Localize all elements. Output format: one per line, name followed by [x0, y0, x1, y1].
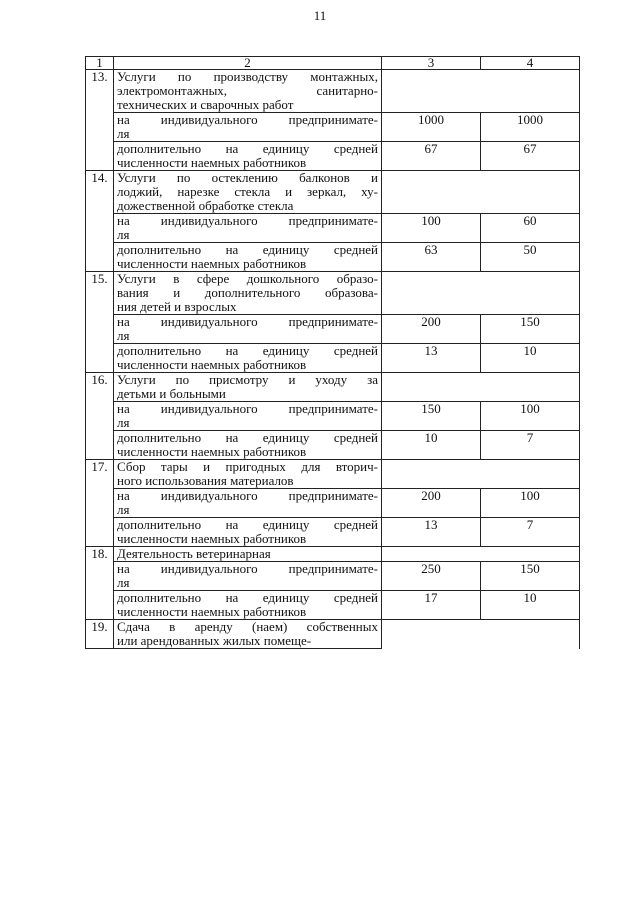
table-row [86, 547, 580, 562]
value-cell-c3: 63 [382, 243, 481, 272]
service-title-line: детьми и больными [117, 386, 226, 401]
service-title-line: Услуги по производству монтажных, [117, 69, 378, 84]
subrow-label [114, 562, 382, 591]
service-title-line: электромонтажных, санитарно- [117, 83, 378, 98]
subrow-label [114, 344, 382, 373]
subrow-label [114, 214, 382, 243]
subrow-label [114, 142, 382, 171]
row-number: 14. [86, 171, 114, 272]
row-number: 16. [86, 373, 114, 460]
subrow-label-line: ля [117, 328, 130, 343]
table-subrow [86, 489, 580, 518]
service-title-line: или арендованных жилых помеще- [117, 633, 312, 648]
value-cell-c4: 100 [481, 489, 580, 518]
service-title [114, 620, 382, 649]
value-cell-c3: 100 [382, 214, 481, 243]
service-title-line: Услуги по остеклению балконов и [117, 170, 378, 185]
subrow-label [114, 591, 382, 620]
service-title-line: технических и сварочных работ [117, 97, 294, 112]
subrow-label-line: дополнительно на единицу средней [117, 141, 378, 156]
empty-value-cell [382, 171, 580, 214]
service-title-line: ного использования материалов [117, 473, 294, 488]
subrow-label-line: на индивидуального предпринимате- [117, 561, 378, 576]
value-cell-c4: 50 [481, 243, 580, 272]
service-title-line: Деятельность ветеринарная [117, 546, 271, 561]
column-header-1: 1 [86, 57, 114, 70]
value-cell-c4: 10 [481, 591, 580, 620]
row-number: 18. [86, 547, 114, 620]
table-row [86, 171, 580, 214]
service-title-line: дожественной обработке стекла [117, 198, 294, 213]
service-title-line: Услуги по присмотру и уходу за [117, 372, 378, 387]
value-cell-c3: 17 [382, 591, 481, 620]
row-number: 17. [86, 460, 114, 547]
subrow-label [114, 315, 382, 344]
subrow-label-line: ля [117, 575, 130, 590]
table-row [86, 70, 580, 113]
value-cell-c3: 200 [382, 315, 481, 344]
value-cell-c4: 67 [481, 142, 580, 171]
subrow-label-line: на индивидуального предпринимате- [117, 488, 378, 503]
service-title-line: лоджий, нарезке стекла и зеркал, ху- [117, 184, 378, 199]
value-cell-c4: 7 [481, 431, 580, 460]
value-cell-c3: 67 [382, 142, 481, 171]
service-title-line: ния детей и взрослых [117, 299, 237, 314]
value-cell-c4: 10 [481, 344, 580, 373]
subrow-label-line: ля [117, 227, 130, 242]
subrow-label-line: численности наемных работников [117, 357, 307, 372]
subrow-label [114, 518, 382, 547]
value-cell-c4: 7 [481, 518, 580, 547]
value-cell-c3: 250 [382, 562, 481, 591]
empty-value-cell [382, 547, 580, 562]
subrow-label [114, 489, 382, 518]
table-subrow [86, 431, 580, 460]
subrow-label-line: дополнительно на единицу средней [117, 242, 378, 257]
table-subrow [86, 518, 580, 547]
service-title-line: Сбор тары и пригодных для вторич- [117, 459, 378, 474]
subrow-label-line: численности наемных работников [117, 256, 307, 271]
empty-value-cell [382, 272, 580, 315]
subrow-label [114, 402, 382, 431]
value-cell-c4: 150 [481, 562, 580, 591]
value-cell-c4: 1000 [481, 113, 580, 142]
subrow-label-line: дополнительно на единицу средней [117, 517, 378, 532]
table-subrow [86, 243, 580, 272]
table-header-row [86, 57, 580, 70]
value-cell-c3: 150 [382, 402, 481, 431]
value-cell-c4: 150 [481, 315, 580, 344]
subrow-label-line: численности наемных работников [117, 444, 307, 459]
subrow-label-line: дополнительно на единицу средней [117, 343, 378, 358]
table-subrow [86, 113, 580, 142]
empty-value-cell [382, 70, 580, 113]
table-subrow [86, 402, 580, 431]
service-title [114, 373, 382, 402]
service-title [114, 70, 382, 113]
value-cell-c3: 200 [382, 489, 481, 518]
service-title [114, 171, 382, 214]
column-header-3: 3 [382, 57, 481, 70]
subrow-label-line: численности наемных работников [117, 604, 307, 619]
value-cell-c4: 60 [481, 214, 580, 243]
value-cell-c3: 13 [382, 518, 481, 547]
value-cell-c3: 1000 [382, 113, 481, 142]
row-number: 15. [86, 272, 114, 373]
tariff-table [85, 56, 580, 649]
row-number: 13. [86, 70, 114, 171]
subrow-label [114, 113, 382, 142]
column-header-2: 2 [114, 57, 382, 70]
value-cell-c3: 13 [382, 344, 481, 373]
value-cell-c3: 10 [382, 431, 481, 460]
table-subrow [86, 344, 580, 373]
table-row [86, 272, 580, 315]
table-row [86, 460, 580, 489]
table-subrow [86, 142, 580, 171]
table-subrow [86, 214, 580, 243]
empty-value-cell [382, 373, 580, 402]
page-number: 11 [313, 8, 327, 23]
service-title-line: Услуги в сфере дошкольного образо- [117, 271, 378, 286]
table-row [86, 620, 580, 649]
empty-value-cell [382, 620, 580, 649]
subrow-label-line: ля [117, 502, 130, 517]
service-title [114, 460, 382, 489]
empty-value-cell [382, 460, 580, 489]
service-title [114, 547, 382, 562]
table-subrow [86, 562, 580, 591]
subrow-label-line: численности наемных работников [117, 155, 307, 170]
table-subrow [86, 591, 580, 620]
subrow-label-line: численности наемных работников [117, 531, 307, 546]
service-title-line: вания и дополнительного образова- [117, 285, 378, 300]
service-title-line: Сдача в аренду (наем) собственных [117, 619, 378, 634]
service-title [114, 272, 382, 315]
table-subrow [86, 315, 580, 344]
subrow-label-line: ля [117, 126, 130, 141]
subrow-label-line: дополнительно на единицу средней [117, 430, 378, 445]
table-row [86, 373, 580, 402]
subrow-label-line: на индивидуального предпринимате- [117, 314, 378, 329]
subrow-label-line: ля [117, 415, 130, 430]
subrow-label [114, 431, 382, 460]
subrow-label-line: на индивидуального предпринимате- [117, 213, 378, 228]
subrow-label-line: дополнительно на единицу средней [117, 590, 378, 605]
subrow-label [114, 243, 382, 272]
row-number: 19. [86, 620, 114, 649]
subrow-label-line: на индивидуального предпринимате- [117, 112, 378, 127]
column-header-4: 4 [481, 57, 580, 70]
subrow-label-line: на индивидуального предпринимате- [117, 401, 378, 416]
value-cell-c4: 100 [481, 402, 580, 431]
